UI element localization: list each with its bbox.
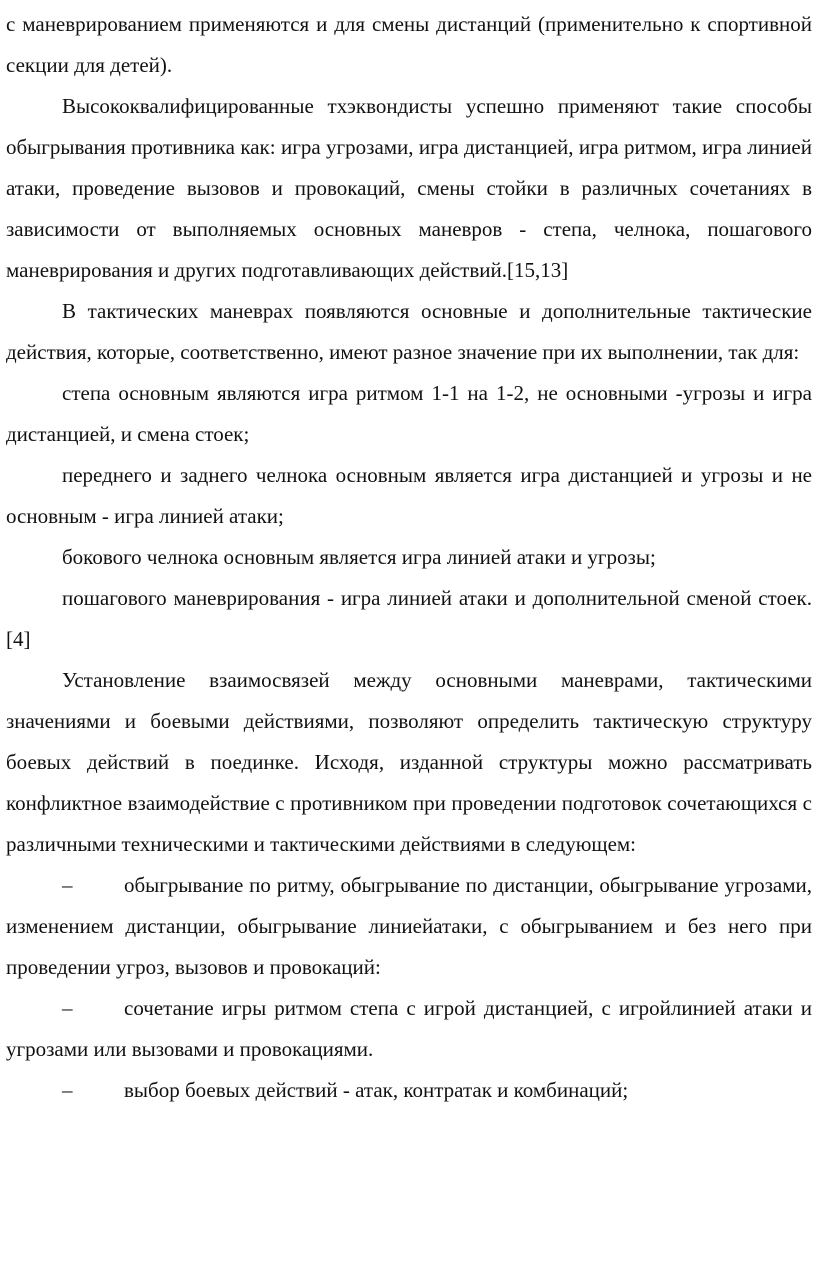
bullet-text: выбор боевых действий - атак, контратак и комбинаций; bbox=[124, 1078, 629, 1102]
bullet-text: сочетание игры ритмом степа с игрой дистанцией, с игройлинией атаки и угрозами или вызовами и провокациями. bbox=[6, 996, 812, 1061]
paragraph-tactical-structure: Установление взаимосвязей между основными маневрами, тактическими значениями и боевыми действиями, позволяют определить тактическую структуру боевых действий в поединке. Исходя, изданной структуры можно рассматривать конфликтное взаимодействие с противником при проведении подготовок сочетающихся с различными техническими и тактическими действиями в следующем: bbox=[6, 668, 812, 856]
bullet-dash: – bbox=[62, 996, 73, 1020]
paragraph-continuation: с маневрированием применяются и для смены дистанций (применительно к спортивной секции для детей). bbox=[6, 12, 812, 77]
paragraph-tactics-methods: Высококвалифицированные тхэквондисты успешно применяют такие способы обыгрывания противника как: игра угрозами, игра дистанцией, игра ритмом, игра линией атаки, проведение вызовов и провокаций, смены стойки в различных сочетаниях в зависимости от выполняемых основных маневров - степа, челнока, пошагового маневрирования и других подготавливающих действий.[15,13] bbox=[6, 94, 812, 282]
paragraph-step: степа основным являются игра ритмом 1-1 на 1-2, не основными -угрозы и игра дистанцией, и смена стоек; bbox=[6, 381, 812, 446]
paragraph-front-back-shuttle: переднего и заднего челнока основным является игра дистанцией и угрозы и не основным - игра линией атаки; bbox=[6, 463, 812, 528]
bullet-dash: – bbox=[62, 1078, 73, 1102]
paragraph-step-maneuvering: пошагового маневрирования - игра линией атаки и дополнительной сменой стоек.[4] bbox=[6, 586, 812, 651]
bullet-dash: – bbox=[62, 873, 73, 897]
paragraph-side-shuttle: бокового челнока основным является игра линией атаки и угрозы; bbox=[62, 545, 656, 569]
bullet-item bbox=[6, 865, 812, 988]
bullet-item bbox=[6, 1070, 812, 1111]
bullet-item bbox=[6, 988, 812, 1070]
bullet-text: обыгрывание по ритму, обыгрывание по дистанции, обыгрывание угрозами, изменением дистанции, обыгрывание линиейатаки, с обыгрыванием и без него при проведении угроз, вызовов и провокаций: bbox=[6, 873, 812, 979]
paragraph-tactical-maneuvers: В тактических маневрах появляются основные и дополнительные тактические действия, которые, соответственно, имеют разное значение при их выполнении, так для: bbox=[6, 299, 812, 364]
